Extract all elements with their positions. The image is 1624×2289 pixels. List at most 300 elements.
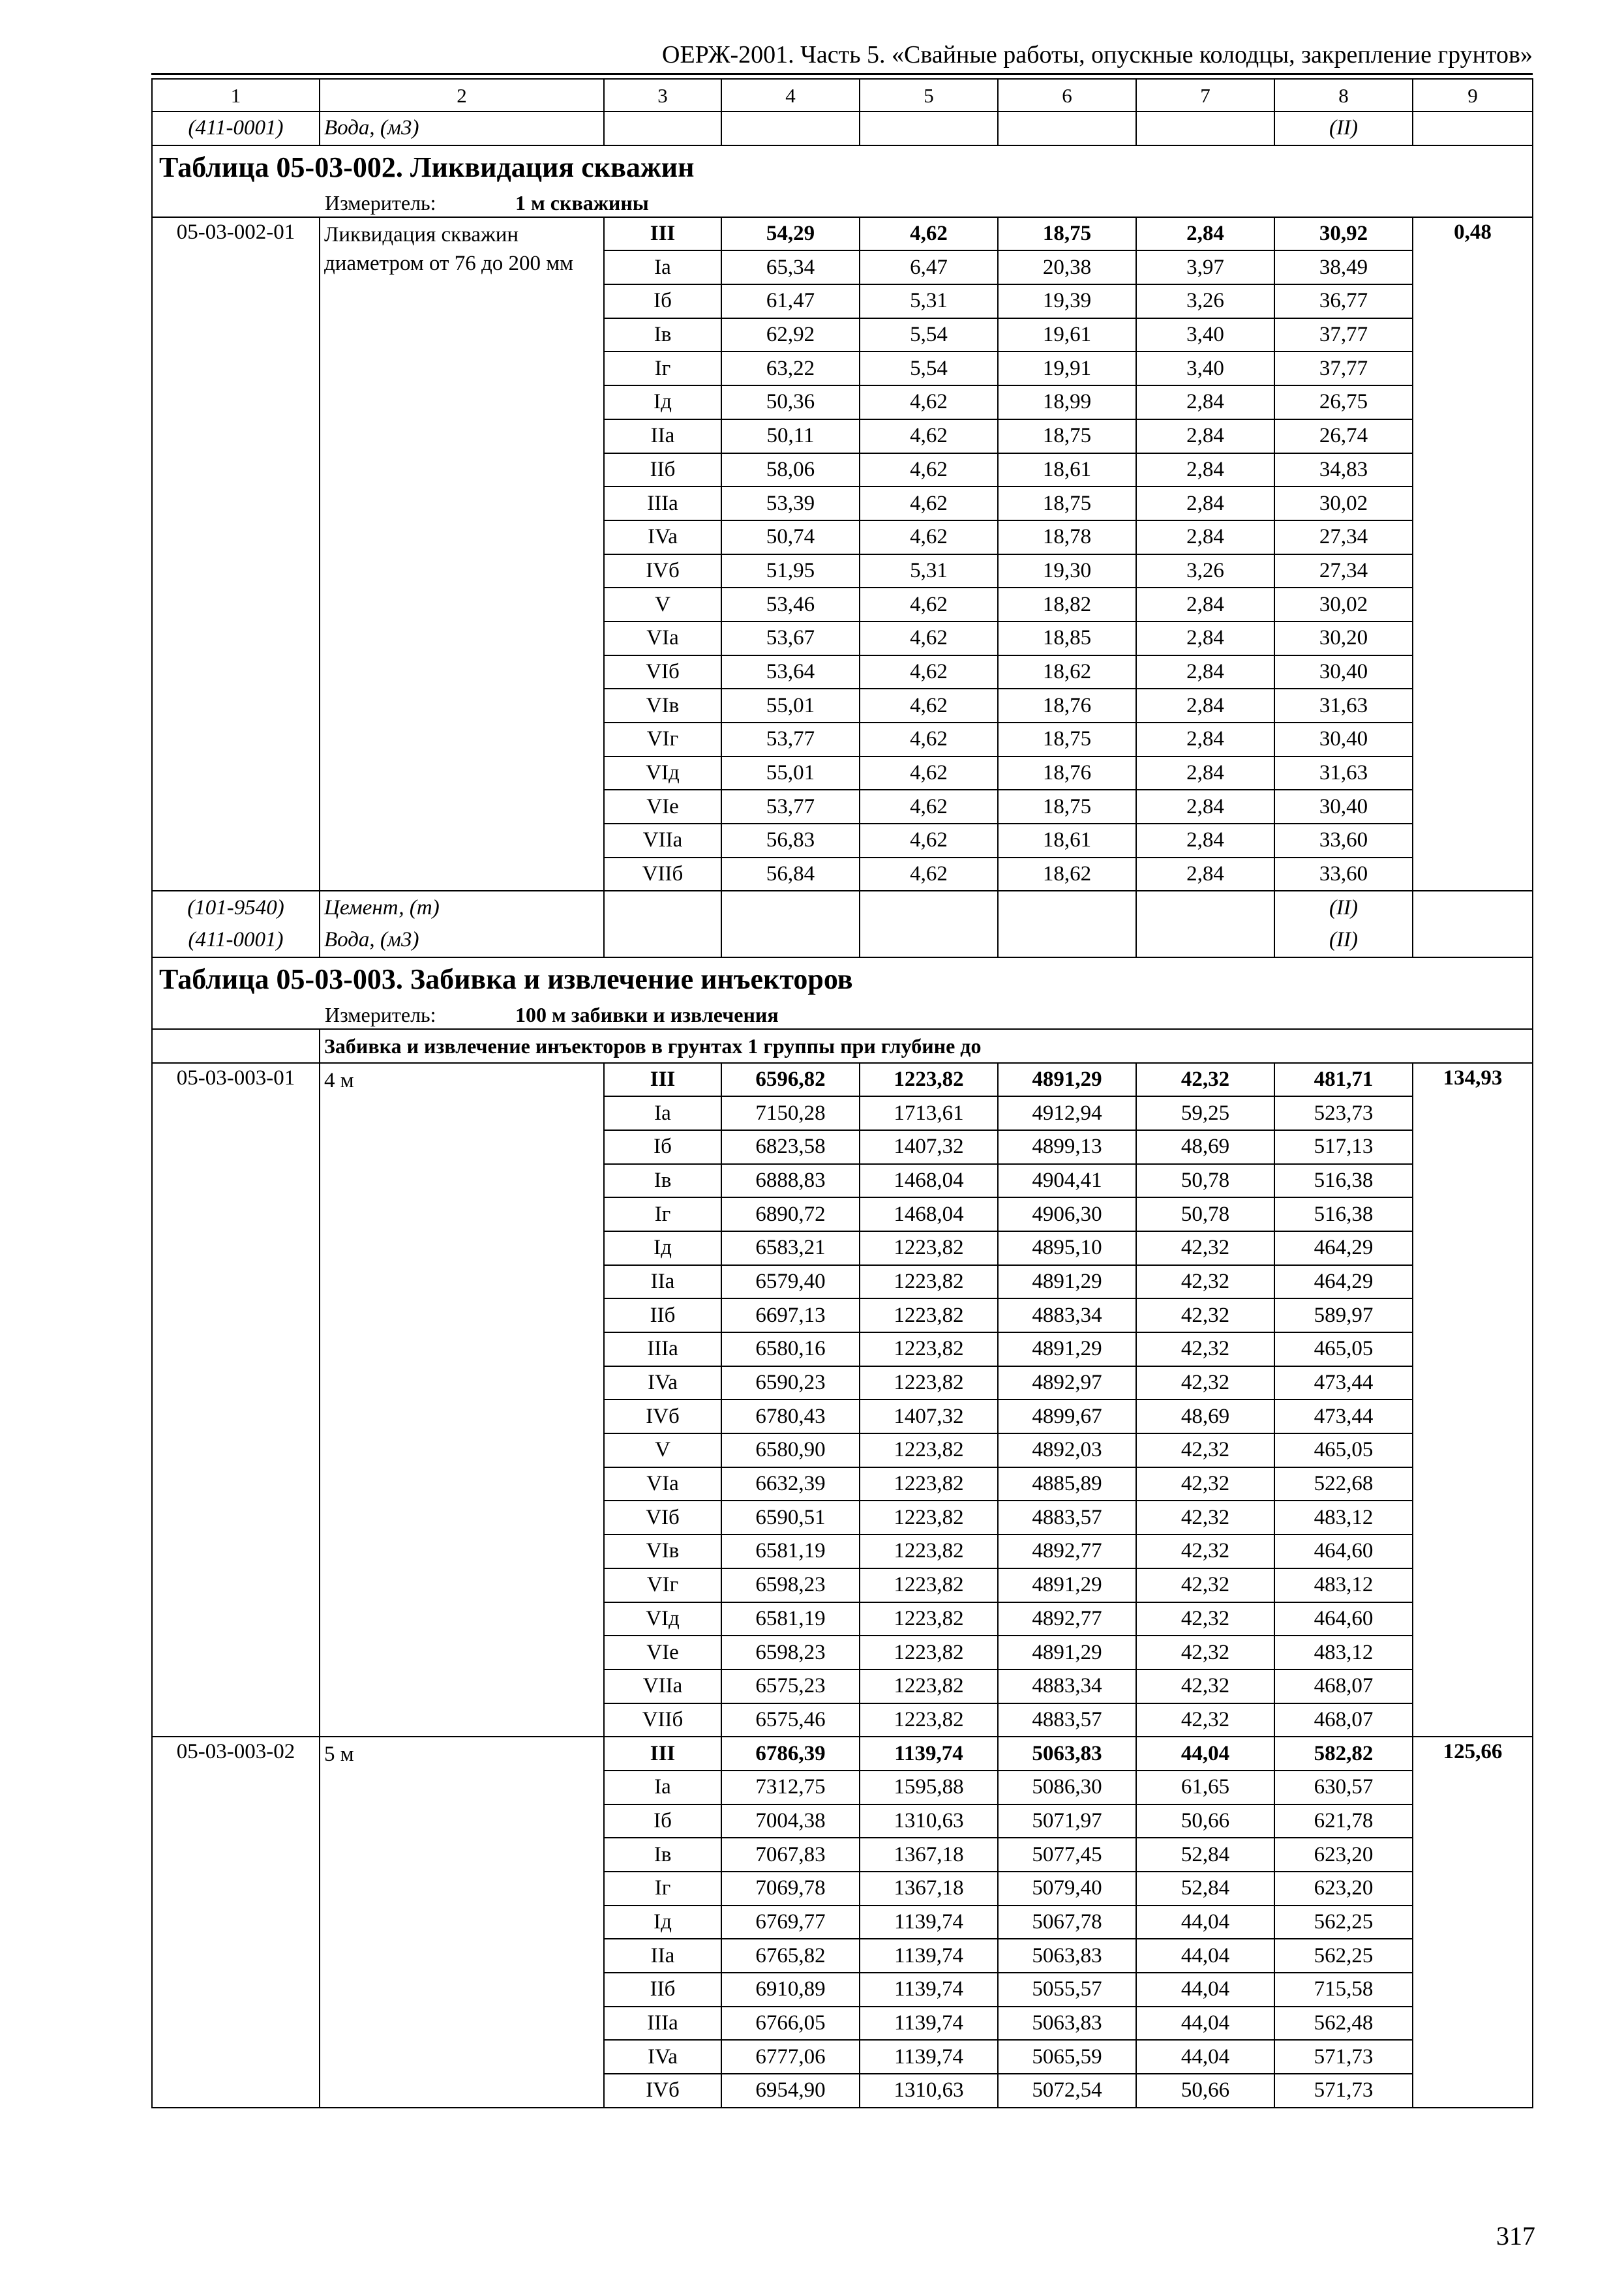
meter-row xyxy=(152,189,1533,217)
rate-value: 19,61 xyxy=(998,318,1136,352)
rate-value: 4899,67 xyxy=(998,1399,1136,1433)
meter-value: 100 м забивки и извлечения xyxy=(515,1002,779,1026)
item-name: Ликвидация скважин диаметром от 76 до 200 мм xyxy=(320,217,604,891)
labor-value: 125,66 xyxy=(1413,1737,1533,2108)
rate-value: 50,78 xyxy=(1136,1164,1274,1198)
rate-value: 6765,82 xyxy=(721,1939,860,1973)
empty-cell xyxy=(721,891,860,924)
rate-value: 2,84 xyxy=(1136,486,1274,520)
rate-value: 522,68 xyxy=(1274,1467,1413,1501)
rate-value: 2,84 xyxy=(1136,520,1274,554)
meter-label: Измеритель: xyxy=(325,190,436,215)
price-zone: III xyxy=(604,1737,721,1771)
rate-value: 1468,04 xyxy=(860,1197,998,1231)
rate-value: 2,84 xyxy=(1136,790,1274,824)
rate-value: 4892,77 xyxy=(998,1602,1136,1636)
price-zone: Ia xyxy=(604,1096,721,1130)
rate-value: 4,62 xyxy=(860,486,998,520)
rate-value: 18,76 xyxy=(998,756,1136,790)
rate-value: 4891,29 xyxy=(998,1265,1136,1299)
column-number: 9 xyxy=(1413,79,1533,112)
rate-value: 5067,78 xyxy=(998,1906,1136,1939)
price-zone: IVa xyxy=(604,2040,721,2074)
rate-value: 1139,74 xyxy=(860,2040,998,2074)
column-number-row xyxy=(152,79,1533,112)
rate-value: 1223,82 xyxy=(860,1703,998,1737)
table-row xyxy=(152,217,1533,251)
price-zone: Ia xyxy=(604,1771,721,1804)
price-zone: VIб xyxy=(604,655,721,689)
rate-value: 42,32 xyxy=(1136,1602,1274,1636)
rate-value: 42,32 xyxy=(1136,1231,1274,1265)
rate-value: 1139,74 xyxy=(860,1737,998,1771)
rate-value: 53,39 xyxy=(721,486,860,520)
table-title-row xyxy=(152,957,1533,1001)
price-zone: VIe xyxy=(604,1636,721,1669)
rate-value: 6890,72 xyxy=(721,1197,860,1231)
price-zone: IIб xyxy=(604,1298,721,1332)
rate-value: 473,44 xyxy=(1274,1399,1413,1433)
empty-cell xyxy=(721,112,860,145)
rate-value: 589,97 xyxy=(1274,1298,1413,1332)
price-zone: VIIa xyxy=(604,824,721,858)
rate-value: 4,62 xyxy=(860,217,998,251)
rate-value: 5055,57 xyxy=(998,1973,1136,2007)
rate-value: 3,26 xyxy=(1136,284,1274,318)
rate-value: 58,06 xyxy=(721,453,860,487)
empty-cell xyxy=(604,924,721,957)
rate-value: 20,38 xyxy=(998,250,1136,284)
rate-value: 4,62 xyxy=(860,858,998,891)
rate-value: 53,77 xyxy=(721,790,860,824)
rate-value: 18,61 xyxy=(998,453,1136,487)
rate-value: 56,83 xyxy=(721,824,860,858)
rate-value: 1595,88 xyxy=(860,1771,998,1804)
rate-value: 1223,82 xyxy=(860,1332,998,1366)
rate-value: 53,64 xyxy=(721,655,860,689)
rate-value: 42,32 xyxy=(1136,1703,1274,1737)
resource-name: Вода, (м3) xyxy=(320,924,604,957)
rate-value: 4,62 xyxy=(860,385,998,419)
rate-value: 5065,59 xyxy=(998,2040,1136,2074)
rate-value: 3,40 xyxy=(1136,352,1274,385)
table-title: Таблица 05-03-003. Забивка и извлечение инъекторов xyxy=(152,957,1533,1001)
rate-value: 6888,83 xyxy=(721,1164,860,1198)
price-zone: V xyxy=(604,1433,721,1467)
rates-table-wrapper xyxy=(151,78,1533,2108)
rate-value: 61,65 xyxy=(1136,1771,1274,1804)
empty-cell xyxy=(1413,112,1533,145)
price-zone: VIIб xyxy=(604,1703,721,1737)
rate-value: 5071,97 xyxy=(998,1804,1136,1838)
material-row xyxy=(152,112,1533,145)
rate-value: 6697,13 xyxy=(721,1298,860,1332)
rate-value: 18,62 xyxy=(998,858,1136,891)
resource-code: (411-0001) xyxy=(152,924,320,957)
rate-value: 3,26 xyxy=(1136,554,1274,588)
rate-value: 42,32 xyxy=(1136,1433,1274,1467)
rate-value: 6780,43 xyxy=(721,1399,860,1433)
rate-value: 50,11 xyxy=(721,419,860,453)
rate-value: 2,84 xyxy=(1136,419,1274,453)
rate-value: 473,44 xyxy=(1274,1366,1413,1400)
table-row xyxy=(152,1737,1533,1771)
rate-value: 1223,82 xyxy=(860,1636,998,1669)
rate-value: 31,63 xyxy=(1274,756,1413,790)
rate-value: 4891,29 xyxy=(998,1063,1136,1097)
rate-value: 6590,23 xyxy=(721,1366,860,1400)
rate-value: 54,29 xyxy=(721,217,860,251)
rate-value: 4906,30 xyxy=(998,1197,1136,1231)
price-zone: VIд xyxy=(604,1602,721,1636)
price-zone: VIв xyxy=(604,689,721,723)
rate-value: 1223,82 xyxy=(860,1602,998,1636)
rate-value: 1223,82 xyxy=(860,1366,998,1400)
rate-value: 42,32 xyxy=(1136,1265,1274,1299)
rate-value: 19,30 xyxy=(998,554,1136,588)
resource-unit-class: (II) xyxy=(1274,891,1413,924)
rate-value: 1223,82 xyxy=(860,1467,998,1501)
rate-value: 18,62 xyxy=(998,655,1136,689)
empty-cell xyxy=(152,1029,320,1063)
rate-value: 2,84 xyxy=(1136,756,1274,790)
rate-value: 55,01 xyxy=(721,689,860,723)
item-name: 4 м xyxy=(320,1063,604,1737)
column-number: 5 xyxy=(860,79,998,112)
rate-value: 37,77 xyxy=(1274,352,1413,385)
rate-value: 468,07 xyxy=(1274,1669,1413,1703)
rate-value: 517,13 xyxy=(1274,1130,1413,1164)
rate-value: 18,75 xyxy=(998,217,1136,251)
rate-value: 5063,83 xyxy=(998,1939,1136,1973)
price-zone: Iб xyxy=(604,1804,721,1838)
rate-value: 4899,13 xyxy=(998,1130,1136,1164)
rate-value: 562,48 xyxy=(1274,2007,1413,2041)
rate-value: 53,77 xyxy=(721,723,860,756)
price-zone: V xyxy=(604,588,721,621)
rate-value: 18,75 xyxy=(998,723,1136,756)
empty-cell xyxy=(860,891,998,924)
price-zone: IIб xyxy=(604,1973,721,2007)
price-zone: Iд xyxy=(604,1231,721,1265)
rate-value: 1310,63 xyxy=(860,2074,998,2108)
rate-value: 562,25 xyxy=(1274,1906,1413,1939)
price-zone: Iб xyxy=(604,1130,721,1164)
rate-value: 468,07 xyxy=(1274,1703,1413,1737)
price-zone: VIд xyxy=(604,756,721,790)
rate-value: 1223,82 xyxy=(860,1063,998,1097)
rate-value: 6581,19 xyxy=(721,1534,860,1568)
rate-value: 42,32 xyxy=(1136,1332,1274,1366)
rate-value: 1223,82 xyxy=(860,1669,998,1703)
rate-value: 27,34 xyxy=(1274,554,1413,588)
material-row xyxy=(152,891,1533,924)
price-zone: IVa xyxy=(604,1366,721,1400)
rate-value: 44,04 xyxy=(1136,2007,1274,2041)
rate-value: 623,20 xyxy=(1274,1838,1413,1872)
price-zone: III xyxy=(604,217,721,251)
column-number: 2 xyxy=(320,79,604,112)
rate-value: 483,12 xyxy=(1274,1501,1413,1534)
rate-value: 6580,16 xyxy=(721,1332,860,1366)
rate-value: 2,84 xyxy=(1136,689,1274,723)
rate-value: 6910,89 xyxy=(721,1973,860,2007)
rate-value: 5,54 xyxy=(860,352,998,385)
rate-value: 6777,06 xyxy=(721,2040,860,2074)
rate-value: 2,84 xyxy=(1136,655,1274,689)
rate-value: 1223,82 xyxy=(860,1298,998,1332)
rate-value: 44,04 xyxy=(1136,2040,1274,2074)
rate-value: 30,20 xyxy=(1274,621,1413,655)
rate-value: 1223,82 xyxy=(860,1265,998,1299)
labor-value: 0,48 xyxy=(1413,217,1533,891)
rate-value: 44,04 xyxy=(1136,1939,1274,1973)
rate-value: 42,32 xyxy=(1136,1534,1274,1568)
empty-cell xyxy=(1136,924,1274,957)
rate-value: 4,62 xyxy=(860,453,998,487)
rate-value: 715,58 xyxy=(1274,1973,1413,2007)
rate-value: 30,40 xyxy=(1274,723,1413,756)
rate-value: 30,92 xyxy=(1274,217,1413,251)
rate-value: 30,02 xyxy=(1274,588,1413,621)
rate-value: 582,82 xyxy=(1274,1737,1413,1771)
rate-value: 56,84 xyxy=(721,858,860,891)
table-body xyxy=(152,79,1533,2108)
price-zone: Iг xyxy=(604,1872,721,1906)
rate-value: 36,77 xyxy=(1274,284,1413,318)
rate-value: 33,60 xyxy=(1274,824,1413,858)
rate-value: 5072,54 xyxy=(998,2074,1136,2108)
rate-value: 6769,77 xyxy=(721,1906,860,1939)
price-zone: IIIa xyxy=(604,2007,721,2041)
rate-value: 621,78 xyxy=(1274,1804,1413,1838)
rate-value: 4,62 xyxy=(860,520,998,554)
rate-value: 4883,34 xyxy=(998,1669,1136,1703)
rate-value: 42,32 xyxy=(1136,1568,1274,1602)
rate-value: 18,75 xyxy=(998,790,1136,824)
price-zone: Iг xyxy=(604,1197,721,1231)
price-zone: IIa xyxy=(604,419,721,453)
rate-value: 18,85 xyxy=(998,621,1136,655)
rate-value: 516,38 xyxy=(1274,1164,1413,1198)
price-zone: Iд xyxy=(604,385,721,419)
column-number: 4 xyxy=(721,79,860,112)
rate-value: 6598,23 xyxy=(721,1636,860,1669)
meter-cell xyxy=(152,1001,1533,1029)
price-zone: VIв xyxy=(604,1534,721,1568)
item-code: 05-03-003-01 xyxy=(152,1063,320,1737)
rate-value: 26,75 xyxy=(1274,385,1413,419)
column-number: 8 xyxy=(1274,79,1413,112)
price-zone: IVб xyxy=(604,1399,721,1433)
rate-value: 18,82 xyxy=(998,588,1136,621)
rate-value: 4,62 xyxy=(860,655,998,689)
rate-value: 3,97 xyxy=(1136,250,1274,284)
empty-cell xyxy=(604,891,721,924)
rate-value: 2,84 xyxy=(1136,588,1274,621)
rate-value: 1223,82 xyxy=(860,1231,998,1265)
rate-value: 1310,63 xyxy=(860,1804,998,1838)
rate-value: 6,47 xyxy=(860,250,998,284)
rate-value: 1407,32 xyxy=(860,1399,998,1433)
rate-value: 50,66 xyxy=(1136,1804,1274,1838)
price-zone: VIe xyxy=(604,790,721,824)
rate-value: 1223,82 xyxy=(860,1433,998,1467)
rate-value: 7312,75 xyxy=(721,1771,860,1804)
rate-value: 42,32 xyxy=(1136,1636,1274,1669)
rate-value: 61,47 xyxy=(721,284,860,318)
rate-value: 6598,23 xyxy=(721,1568,860,1602)
rate-value: 6579,40 xyxy=(721,1265,860,1299)
rate-value: 1223,82 xyxy=(860,1501,998,1534)
rate-value: 2,84 xyxy=(1136,453,1274,487)
rate-value: 18,99 xyxy=(998,385,1136,419)
empty-cell xyxy=(1136,112,1274,145)
rate-value: 2,84 xyxy=(1136,385,1274,419)
rate-value: 4,62 xyxy=(860,621,998,655)
rate-value: 516,38 xyxy=(1274,1197,1413,1231)
rate-value: 48,69 xyxy=(1136,1399,1274,1433)
rate-value: 6581,19 xyxy=(721,1602,860,1636)
rate-value: 65,34 xyxy=(721,250,860,284)
rate-value: 5077,45 xyxy=(998,1838,1136,1872)
empty-cell xyxy=(1136,891,1274,924)
rate-value: 42,32 xyxy=(1136,1063,1274,1097)
rate-value: 5086,30 xyxy=(998,1771,1136,1804)
price-zone: Iб xyxy=(604,284,721,318)
rate-value: 2,84 xyxy=(1136,858,1274,891)
price-zone: IIa xyxy=(604,1265,721,1299)
table-title: Таблица 05-03-002. Ликвидация скважин xyxy=(152,145,1533,189)
price-zone: Iв xyxy=(604,318,721,352)
empty-cell xyxy=(860,112,998,145)
rate-value: 42,32 xyxy=(1136,1669,1274,1703)
rate-value: 1367,18 xyxy=(860,1872,998,1906)
price-zone: Iв xyxy=(604,1838,721,1872)
rate-value: 6583,21 xyxy=(721,1231,860,1265)
price-zone: VIa xyxy=(604,1467,721,1501)
rate-value: 4,62 xyxy=(860,723,998,756)
meter-row xyxy=(152,1001,1533,1029)
price-zone: VIг xyxy=(604,1568,721,1602)
price-zone: VIIб xyxy=(604,858,721,891)
rate-value: 51,95 xyxy=(721,554,860,588)
rate-value: 4892,03 xyxy=(998,1433,1136,1467)
empty-cell xyxy=(604,112,721,145)
item-name: 5 м xyxy=(320,1737,604,2108)
price-zone: III xyxy=(604,1063,721,1097)
rate-value: 1139,74 xyxy=(860,1939,998,1973)
resource-unit-class: (II) xyxy=(1274,924,1413,957)
rate-value: 19,91 xyxy=(998,352,1136,385)
rate-value: 42,32 xyxy=(1136,1298,1274,1332)
rate-value: 37,77 xyxy=(1274,318,1413,352)
rate-value: 27,34 xyxy=(1274,520,1413,554)
rate-value: 38,49 xyxy=(1274,250,1413,284)
price-zone: IIIa xyxy=(604,486,721,520)
rate-value: 4904,41 xyxy=(998,1164,1136,1198)
rate-value: 2,84 xyxy=(1136,217,1274,251)
empty-cell xyxy=(998,112,1136,145)
rate-value: 63,22 xyxy=(721,352,860,385)
empty-cell xyxy=(1413,924,1533,957)
rate-value: 6590,51 xyxy=(721,1501,860,1534)
rate-value: 7069,78 xyxy=(721,1872,860,1906)
rate-value: 562,25 xyxy=(1274,1939,1413,1973)
rate-value: 52,84 xyxy=(1136,1838,1274,1872)
rate-value: 4883,57 xyxy=(998,1703,1136,1737)
header-rule xyxy=(151,73,1533,75)
rate-value: 4892,77 xyxy=(998,1534,1136,1568)
price-zone: IIб xyxy=(604,453,721,487)
rate-value: 3,40 xyxy=(1136,318,1274,352)
price-zone: VIa xyxy=(604,621,721,655)
table-title-row xyxy=(152,145,1533,189)
rate-value: 571,73 xyxy=(1274,2040,1413,2074)
rate-value: 18,61 xyxy=(998,824,1136,858)
rates-table xyxy=(151,78,1533,2108)
rate-value: 7004,38 xyxy=(721,1804,860,1838)
rate-value: 464,29 xyxy=(1274,1231,1413,1265)
rate-value: 4883,34 xyxy=(998,1298,1136,1332)
subtitle-row xyxy=(152,1029,1533,1063)
rate-value: 5063,83 xyxy=(998,2007,1136,2041)
material-row xyxy=(152,924,1533,957)
rate-value: 483,12 xyxy=(1274,1636,1413,1669)
column-number: 7 xyxy=(1136,79,1274,112)
rate-value: 44,04 xyxy=(1136,1906,1274,1939)
rate-value: 18,75 xyxy=(998,486,1136,520)
rate-value: 4912,94 xyxy=(998,1096,1136,1130)
rate-value: 1407,32 xyxy=(860,1130,998,1164)
rate-value: 4,62 xyxy=(860,790,998,824)
column-number: 1 xyxy=(152,79,320,112)
price-zone: VIIa xyxy=(604,1669,721,1703)
resource-code: (101-9540) xyxy=(152,891,320,924)
rate-value: 464,60 xyxy=(1274,1602,1413,1636)
price-zone: IVa xyxy=(604,520,721,554)
meter-value: 1 м скважины xyxy=(515,190,649,215)
rate-value: 465,05 xyxy=(1274,1332,1413,1366)
rate-value: 33,60 xyxy=(1274,858,1413,891)
rate-value: 623,20 xyxy=(1274,1872,1413,1906)
rate-value: 4895,10 xyxy=(998,1231,1136,1265)
rate-value: 44,04 xyxy=(1136,1737,1274,1771)
rate-value: 571,73 xyxy=(1274,2074,1413,2108)
empty-cell xyxy=(1413,891,1533,924)
rate-value: 1713,61 xyxy=(860,1096,998,1130)
rate-value: 6823,58 xyxy=(721,1130,860,1164)
rate-value: 30,40 xyxy=(1274,790,1413,824)
empty-cell xyxy=(998,891,1136,924)
meter-cell xyxy=(152,189,1533,217)
item-code: 05-03-003-02 xyxy=(152,1737,320,2108)
rate-value: 30,02 xyxy=(1274,486,1413,520)
rate-value: 7150,28 xyxy=(721,1096,860,1130)
rate-value: 50,78 xyxy=(1136,1197,1274,1231)
rate-value: 1139,74 xyxy=(860,2007,998,2041)
rate-value: 4,62 xyxy=(860,588,998,621)
rate-value: 2,84 xyxy=(1136,824,1274,858)
price-zone: Iв xyxy=(604,1164,721,1198)
column-number: 3 xyxy=(604,79,721,112)
rate-value: 62,92 xyxy=(721,318,860,352)
rate-value: 4891,29 xyxy=(998,1332,1136,1366)
rate-value: 2,84 xyxy=(1136,723,1274,756)
rate-value: 18,75 xyxy=(998,419,1136,453)
resource-unit-class: (II) xyxy=(1274,112,1413,145)
rate-value: 5063,83 xyxy=(998,1737,1136,1771)
